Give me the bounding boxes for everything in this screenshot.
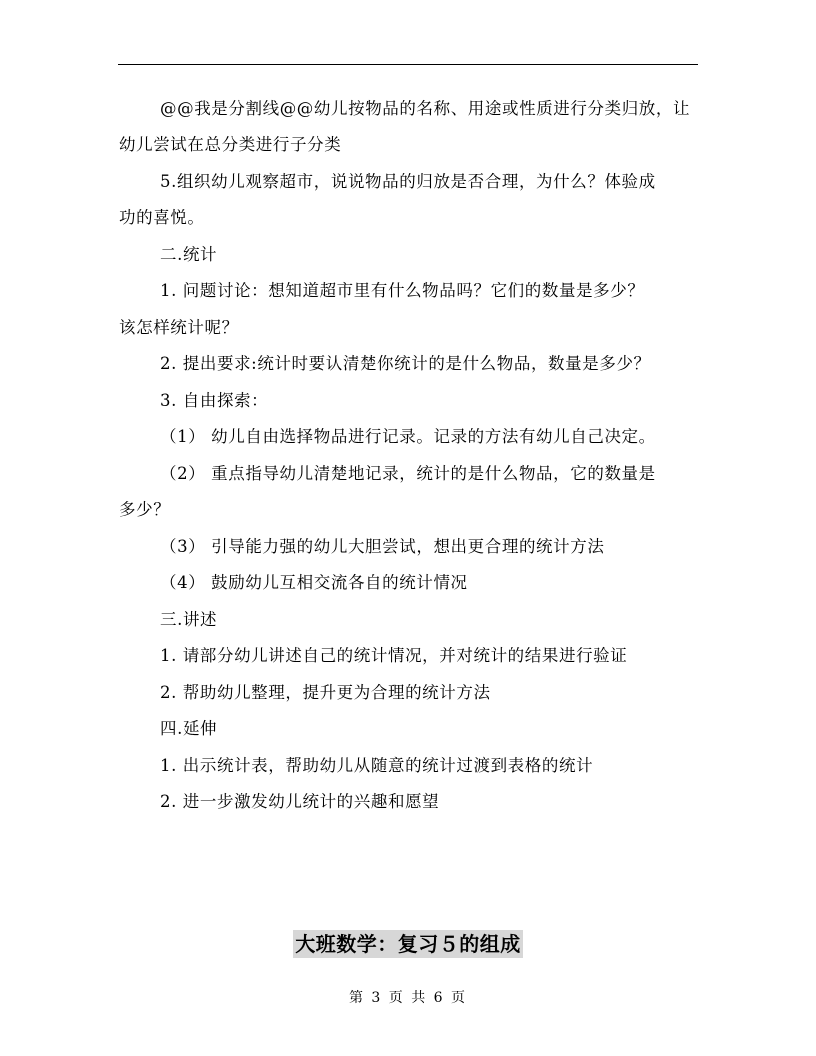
list-item: 1. 问题讨论：想知道超市里有什么物品吗？它们的数量是多少？ [160, 281, 645, 300]
page-footer: 第 3 页 共 6 页 [348, 990, 468, 1006]
list-item: 2. 提出要求:统计时要认清楚你统计的是什么物品，数量是多少？ [160, 354, 651, 373]
paragraph-line: 该怎样统计呢？ [119, 318, 239, 337]
header-rule [118, 64, 698, 65]
paragraph-line: @@我是分割线@@幼儿按物品的名称、用途或性质进行分类归放，让 [160, 99, 691, 118]
list-item: （2） 重点指导幼儿清楚地记录，统计的是什么物品，它的数量是 [160, 464, 656, 483]
document-title-text: 大班数学：复习５的组成 [295, 932, 521, 956]
list-item: 3. 自由探索： [160, 391, 269, 410]
section-heading: 三.讲述 [160, 610, 218, 629]
section-heading: 二.统计 [160, 245, 218, 264]
list-item: 2. 帮助幼儿整理，提升更为合理的统计方法 [160, 683, 491, 702]
list-item: （1） 幼儿自由选择物品进行记录。记录的方法有幼儿自己决定。 [160, 427, 656, 446]
paragraph-line: 5.组织幼儿观察超市，说说物品的归放是否合理，为什么？体验成 [160, 172, 656, 191]
document-title [0, 930, 816, 958]
list-item: 1. 请部分幼儿讲述自己的统计情况，并对统计的结果进行验证 [160, 646, 628, 665]
list-item: （3） 引导能力强的幼儿大胆尝试，想出更合理的统计方法 [160, 537, 605, 556]
list-item: 1. 出示统计表，帮助幼儿从随意的统计过渡到表格的统计 [160, 756, 594, 775]
section-heading: 四.延伸 [160, 719, 218, 738]
paragraph-line: 多少？ [119, 500, 171, 519]
paragraph-line: 功的喜悦。 [119, 208, 205, 227]
paragraph-line: 幼儿尝试在总分类进行子分类 [119, 135, 342, 154]
list-item: （4） 鼓励幼儿互相交流各自的统计情况 [160, 573, 468, 592]
list-item: 2. 进一步激发幼儿统计的兴趣和愿望 [160, 792, 440, 811]
